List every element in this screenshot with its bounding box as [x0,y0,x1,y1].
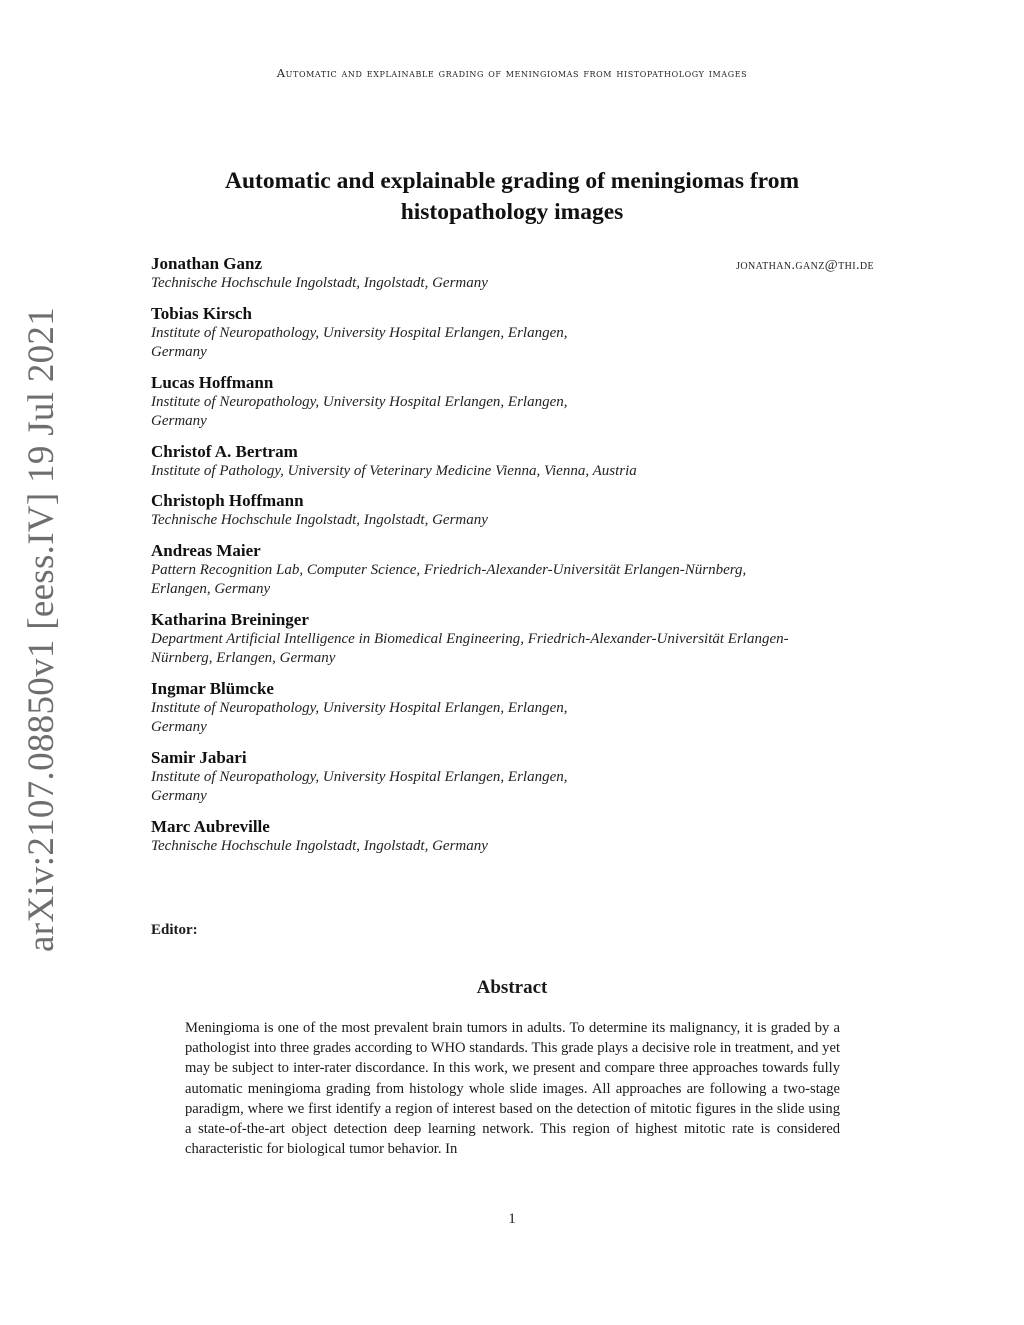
author-entry [151,540,911,600]
author-name: Samir Jabari [151,747,247,767]
author-entry [151,372,911,432]
abstract-text: Meningioma is one of the most prevalent brain tumors in adults. To determine its malignancy, it is graded by a pathologist into three grades according to WHO standards. This grade plays a decisive role in treatment, and yet may be subject to inter-rater discordance. In this work, we present and compare three approaches towards fully automatic meningioma grading from histology whole slide images. All approaches are following a two-stage paradigm, where we first identify a region of interest based on the detection of mitotic figures in the slide using a state-of-the-art object detection deep learning network. This region of highest mitotic rate is considered characteristic for biological tumor behavior. In [185,1020,840,1158]
author-entry [151,747,911,807]
author-affiliation: Germany [151,719,207,735]
author-entry [151,303,911,363]
author-affiliation: Institute of Neuropathology, University Hospital Erlangen, Erlangen, [151,393,568,410]
author-affiliation: Technische Hochschule Ingolstadt, Ingolstadt, Germany [151,512,488,528]
author-entry [151,678,911,738]
author-name: Christof A. Bertram [151,441,298,461]
author-name: Jonathan Ganz [151,254,262,273]
title-line-1: Automatic and explainable grading of meningiomas from [224,168,800,194]
page-number: 1 [508,1211,516,1227]
running-head: Automatic and explainable grading of meningiomas from histopathology images [276,66,748,80]
author-entry [151,490,911,531]
author-entry [151,253,911,294]
editor-label: Editor: [151,922,198,938]
author-entry [151,609,911,669]
author-name: Marc Aubreville [151,816,270,836]
author-affiliation: Nürnberg, Erlangen, Germany [151,650,336,666]
author-affiliation: Germany [151,413,207,429]
author-affiliation: Institute of Pathology, University of Veterinary Medicine Vienna, Vienna, Austria [151,462,637,479]
author-name: Tobias Kirsch [151,303,252,323]
contact-email[interactable]: jonathan.ganz@thi.de [736,258,874,273]
author-affiliation: Institute of Neuropathology, University Hospital Erlangen, Erlangen, [151,768,568,785]
author-name: Ingmar Blümcke [151,678,274,698]
author-name: Katharina Breininger [151,609,309,629]
author-affiliation: Department Artificial Intelligence in Biomedical Engineering, Friedrich-Alexander-Universität Erlangen- [151,630,789,647]
paper-title [150,166,874,228]
author-affiliation: Technische Hochschule Ingolstadt, Ingolstadt, Germany [151,837,488,854]
author-affiliation: Institute of Neuropathology, University Hospital Erlangen, Erlangen, [151,324,568,341]
author-name: Christoph Hoffmann [151,491,304,510]
abstract-heading: Abstract [476,977,548,998]
author-name: Lucas Hoffmann [151,372,274,392]
author-affiliation: Institute of Neuropathology, University Hospital Erlangen, Erlangen, [151,699,568,716]
title-line-2: histopathology images [400,199,624,225]
author-affiliation: Erlangen, Germany [151,581,271,597]
author-entry [151,816,911,857]
arxiv-identifier[interactable]: arXiv:2107.08850v1 [eess.IV] 19 Jul 2021 [21,306,62,952]
author-name: Andreas Maier [151,540,261,560]
author-list [151,253,911,865]
author-affiliation: Germany [151,788,207,804]
author-entry [151,441,911,482]
author-affiliation: Technische Hochschule Ingolstadt, Ingolstadt, Germany [151,275,488,291]
author-affiliation: Germany [151,344,207,360]
author-affiliation: Pattern Recognition Lab, Computer Science, Friedrich-Alexander-Universität Erlangen-Nürnberg, [151,561,747,578]
